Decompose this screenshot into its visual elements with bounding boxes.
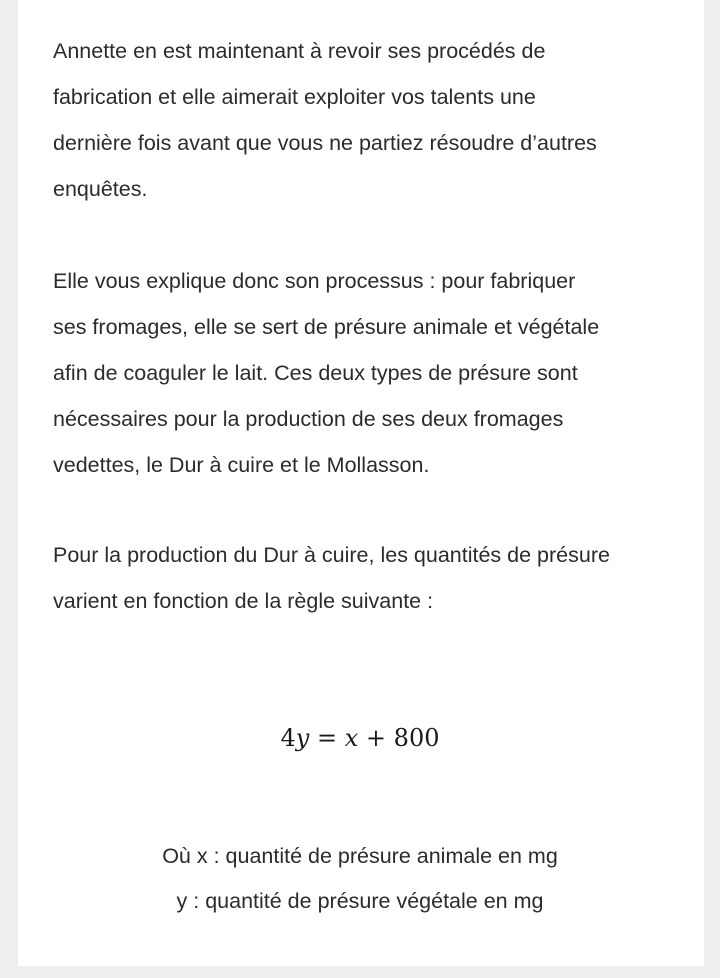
equation-lhs-variable: y — [295, 724, 310, 752]
equation-plus: + — [365, 724, 387, 752]
text-body — [53, 28, 683, 624]
equation-coefficient: 4 — [280, 724, 296, 752]
equation — [0, 718, 720, 758]
paragraph-rule: Pour la production du Dur à cuire, les quantités de présure varient en fonction de la règle suivante : — [53, 543, 610, 613]
equation-rhs-variable: x — [344, 724, 359, 752]
paragraph-intro: Annette en est maintenant à revoir ses procédés de fabrication et elle aimerait exploiter vos talents une dernière fois avant que vous ne partiez résoudre d’autres enquêtes. — [53, 39, 597, 201]
content-card — [18, 0, 704, 966]
equation-constant: 800 — [393, 724, 440, 752]
paragraph-process: Elle vous explique donc son processus : pour fabriquer ses fromages, elle se sert de présure animale et végétale afin de coaguler le lait. Ces deux types de présure sont nécessaires pour la production de ses deux fromages vedettes, le Dur à cuire et le Mollasson. — [53, 269, 600, 477]
definition-x: Où x : quantité de présure animale en mg — [162, 844, 558, 868]
variable-definitions — [0, 834, 720, 924]
definition-y: y : quantité de présure végétale en mg — [176, 889, 544, 913]
equation-equals: = — [316, 724, 338, 752]
